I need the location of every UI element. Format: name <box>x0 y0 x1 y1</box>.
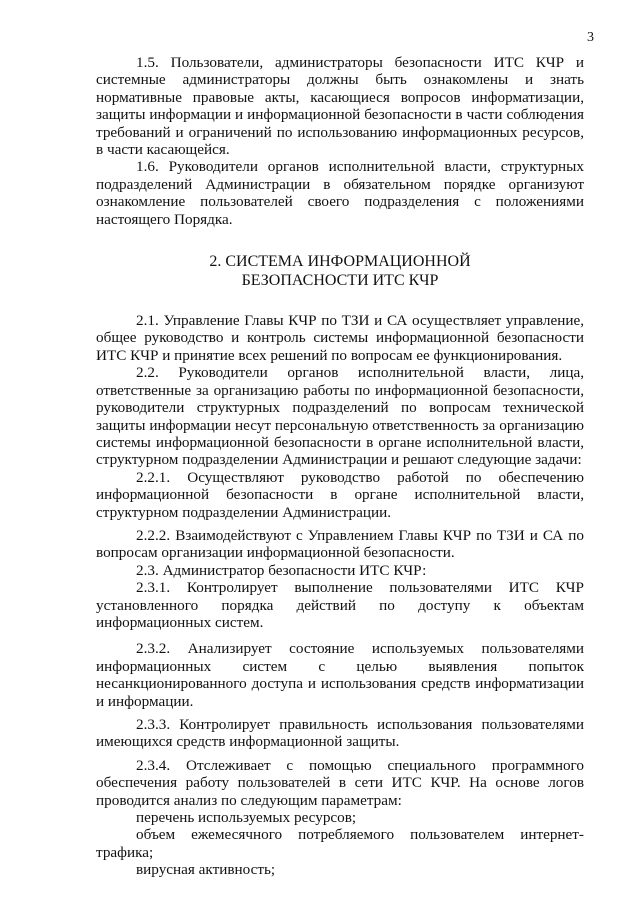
paragraph-2-2: 2.2. Руководители органов исполнительной власти, лица, ответственные за организацию работы по информационной безопасности, руководители структурных подразделений по вопросам технической защиты информации несут персональную ответственность за организацию системы информационной безопасности в органе исполнительной власти, структурном подразделении Администрации и решают следующие задачи: <box>96 364 584 469</box>
section-2-title-line-2: БЕЗОПАСНОСТИ ИТС КЧР <box>241 272 439 290</box>
paragraph-2-3-2: 2.3.2. Анализирует состояние используемых пользователями информационных систем с целью выявления попыток несанкционированного доступа и использования средств информатизации и информации. <box>96 640 584 710</box>
list-item-traffic: объем ежемесячного потребляемого пользователем интернет-трафика; <box>96 826 584 861</box>
paragraph-2-2-2: 2.2.2. Взаимодействуют с Управлением Главы КЧР по ТЗИ и СА по вопросам организации информационной безопасности. <box>96 526 584 562</box>
paragraph-2-2-1: 2.2.1. Осуществляют руководство работой по обеспечению информационной безопасности в органе исполнительной власти, структурном подразделении Администрации. <box>96 468 584 521</box>
paragraph-2-3-1: 2.3.1. Контролирует выполнение пользователями ИТС КЧР установленного порядка действий по доступу к объектам информационных систем. <box>96 579 584 631</box>
paragraph-2-3: 2.3. Администратор безопасности ИТС КЧР: <box>136 561 427 579</box>
page-number: 3 <box>587 30 594 45</box>
section-2-title <box>96 252 584 290</box>
list-item-virus-activity: вирусная активность; <box>136 861 276 879</box>
paragraph-2-3-3: 2.3.3. Контролирует правильность использования пользователями имеющихся средств информационной защиты. <box>96 716 584 751</box>
paragraph-1-5: 1.5. Пользователи, администраторы безопасности ИТС КЧР и системные администраторы должны быть ознакомлены и знать нормативные правовые акты, касающиеся вопросов информатизации, защиты информации и информационной безопасности в части соблюдения требований и ограничений по использованию информационных ресурсов, в части касающейся. <box>96 54 584 159</box>
list-item-resources: перечень используемых ресурсов; <box>136 809 357 827</box>
section-2-title-line-1: 2. СИСТЕМА ИНФОРМАЦИОННОЙ <box>209 253 471 271</box>
paragraph-2-3-4: 2.3.4. Отслеживает с помощью специального программного обеспечения работу пользователей в сети ИТС КЧР. На основе логов проводится анализ по следующим параметрам: <box>96 756 584 809</box>
paragraph-1-6: 1.6. Руководители органов исполнительной власти, структурных подразделений Администрации в обязательном порядке организуют ознакомление пользователей своего подразделения с положениями настоящего Порядка. <box>96 158 584 228</box>
paragraph-2-1: 2.1. Управление Главы КЧР по ТЗИ и СА осуществляет управление, общее руководство и контроль системы информационной безопасности ИТС КЧР и принятие всех решений по вопросам ее функционирования. <box>96 312 584 364</box>
